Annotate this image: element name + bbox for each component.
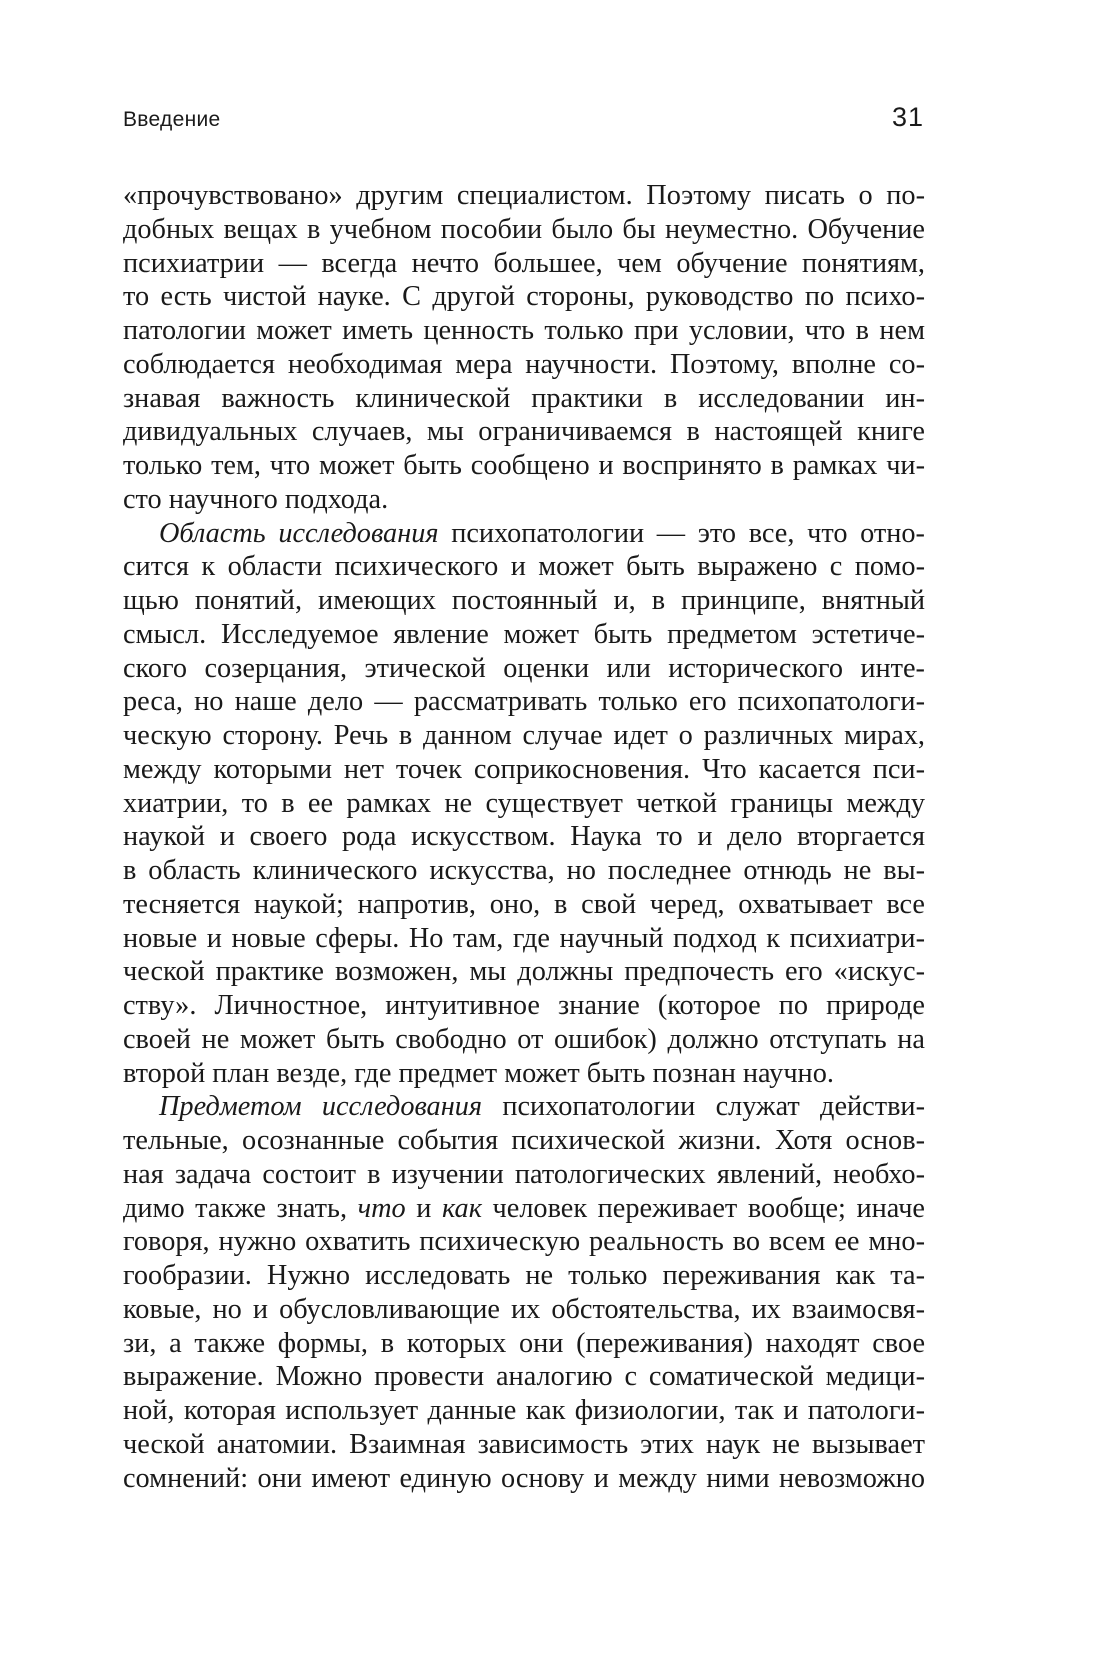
text-line (123, 1192, 925, 1226)
text-line: только тем, что может быть сообщено и воспринято в рамках чи- (123, 450, 925, 481)
text-line: ческую сторону. Речь в данном случае идет о различных мирах, (123, 720, 925, 751)
text-line: ству». Личностное, интуитивное знание (которое по природе (123, 990, 925, 1021)
paragraph-2 (123, 517, 925, 1091)
text-line: своей не может быть свободно от ошибок) должно отступать на (123, 1023, 925, 1055)
body-text (123, 179, 925, 1495)
text-line: патологии может иметь ценность только при условии, что в нем (123, 315, 925, 346)
text-line: гообразии. Нужно исследовать не только переживания как та- (123, 1260, 925, 1291)
text-line: дивидуальных случаев, мы ограничиваемся в настоящей книге (123, 416, 925, 448)
text-line: щью понятий, имеющих постоянный и, в принципе, внятный (123, 585, 925, 616)
text-fragment: психопатологии — это все, что отно- (438, 517, 925, 549)
text-line: добных вещах в учебном пособии было бы неуместно. Обучение (123, 213, 925, 245)
running-head: Введение (123, 108, 221, 131)
text-line: тельные, осознанные события психической жизни. Хотя основ- (123, 1125, 925, 1156)
text-line: ческой практике возможен, мы должны предпочесть его «искус- (123, 956, 925, 988)
paragraph-3 (123, 1090, 925, 1495)
italic-word: что (357, 1192, 406, 1224)
italic-term: Область исследования (159, 517, 439, 549)
text-line: сомнений: они имеют единую основу и между ними невозможно (123, 1462, 925, 1494)
text-fragment: и (405, 1192, 443, 1224)
text-line (123, 1090, 925, 1124)
text-line: то есть чистой науке. С другой стороны, руководство по психо- (123, 281, 925, 313)
text-line: ной, которая использует данные как физиологии, так и патологи- (123, 1395, 925, 1426)
text-fragment: психопатологии служат действи- (482, 1091, 925, 1123)
text-line: в область клинического искусства, но последнее отнюдь не вы- (123, 855, 925, 886)
text-line: ского созерцания, этической оценки или исторического инте- (123, 652, 925, 684)
text-line: соблюдается необходимая мера научности. Поэтому, вполне со- (123, 348, 925, 380)
text-line: смысл. Исследуемое явление может быть предметом эстетиче- (123, 618, 925, 650)
text-line: «прочувствовано» другим специалистом. Поэтому писать о по- (123, 180, 925, 211)
text-line: новые и новые сферы. Но там, где научный подход к психиатри- (123, 922, 925, 954)
text-line: тесняется наукой; напротив, оно, в свой черед, охватывает все (123, 888, 925, 920)
text-line: сится к области психического и может быть выражено с помо- (123, 551, 925, 583)
text-fragment: человек переживает вообще; иначе (481, 1192, 925, 1224)
text-line: знавая важность клинической практики в исследовании ин- (123, 382, 925, 414)
italic-term: Предметом исследования (159, 1091, 483, 1123)
text-line: зи, а также формы, в которых они (переживания) находят свое (123, 1327, 925, 1359)
text-line: ческой анатомии. Взаимная зависимость этих наук не вызывает (123, 1428, 925, 1460)
text-line: второй план везде, где предмет может быть познан научно. (123, 1057, 834, 1089)
text-fragment: димо также знать, (123, 1192, 358, 1224)
text-line: наукой и своего рода искусством. Наука то и дело вторгается (123, 821, 925, 853)
text-line: между которыми нет точек соприкосновения. Что касается пси- (123, 753, 925, 785)
page-number: 31 (891, 102, 924, 132)
text-line: ная задача состоит в изучении патологических явлений, необхо- (123, 1158, 925, 1190)
text-line: говоря, нужно охватить психическую реальность во всем ее мно- (123, 1226, 925, 1258)
text-line: хиатрии, то в ее рамках не существует четкой границы между (123, 787, 925, 819)
paragraph-1 (123, 179, 925, 517)
text-line: реса, но наше дело — рассматривать только его психопатологи- (123, 686, 925, 718)
text-line: ковые, но и обусловливающие их обстоятельства, их взаимосвя- (123, 1293, 925, 1325)
italic-word: как (442, 1192, 482, 1224)
text-line: сто научного подхода. (123, 483, 389, 515)
text-line: выражение. Можно провести аналогию с соматической медици- (123, 1361, 925, 1393)
text-line: психиатрии — всегда нечто большее, чем обучение понятиям, (123, 247, 925, 279)
text-line (123, 517, 925, 551)
